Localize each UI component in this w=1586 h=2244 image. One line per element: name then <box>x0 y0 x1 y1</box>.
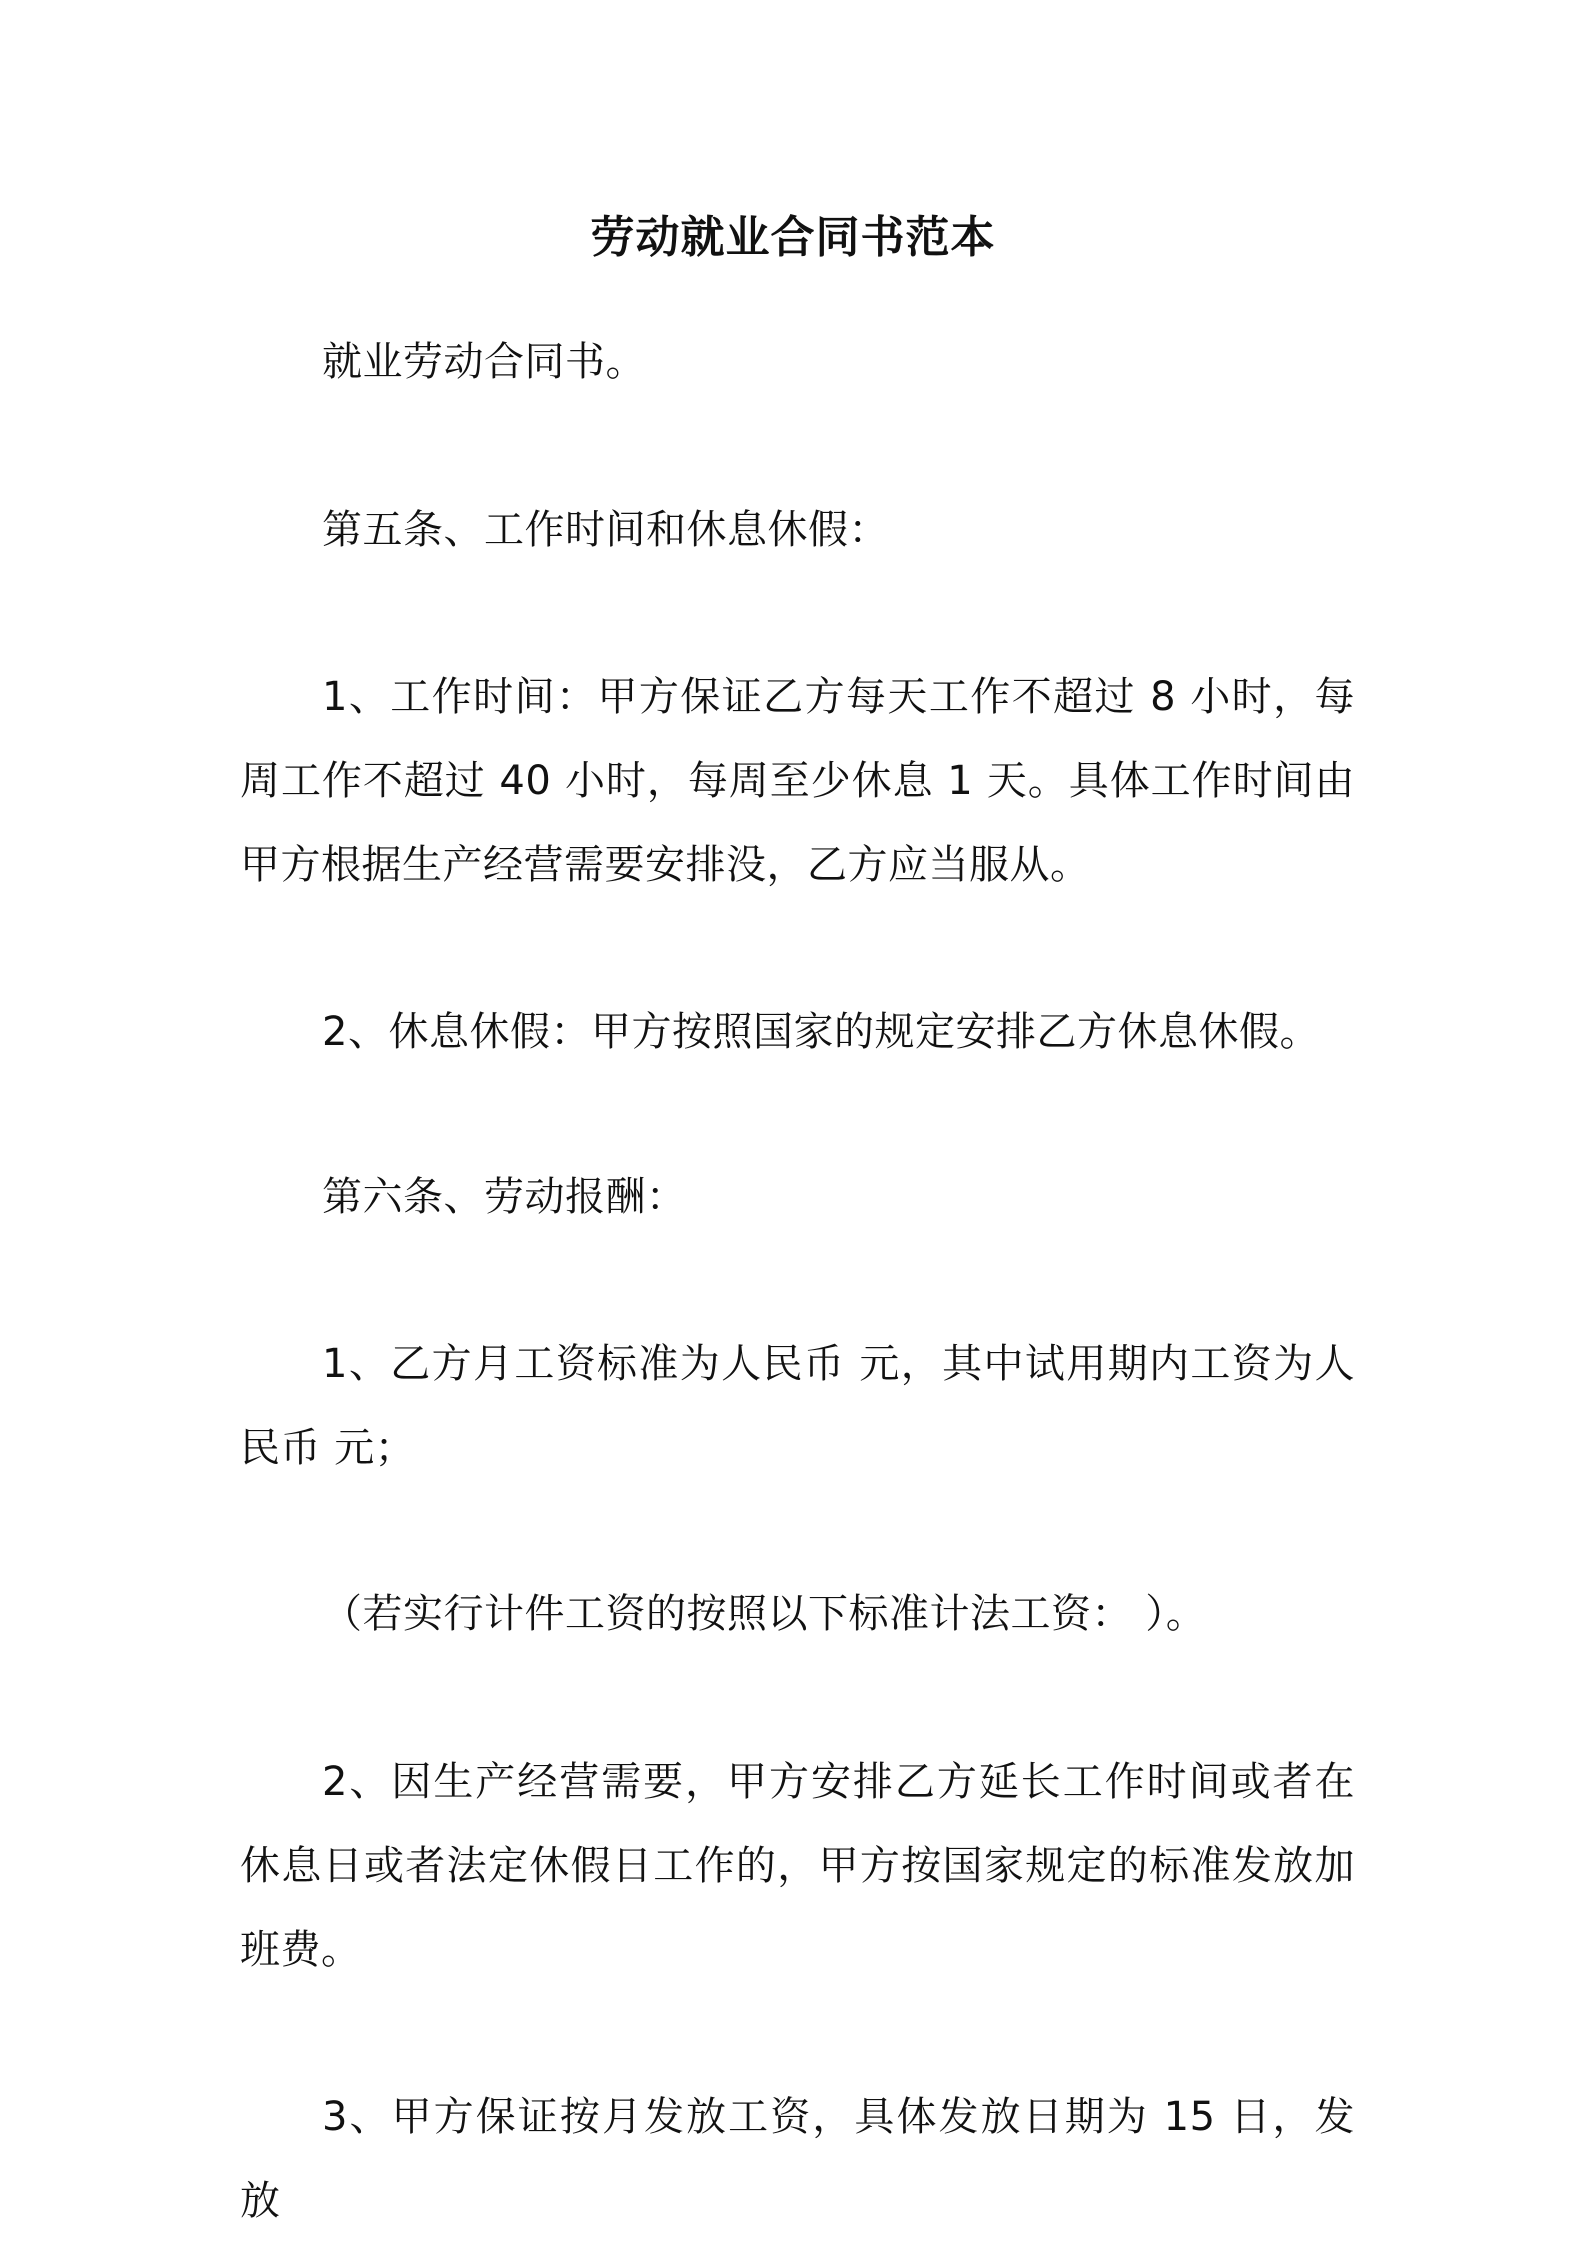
paragraph-monthly-salary: 1、乙方月工资标准为人民币 元，其中试用期内工资为人民币 元； <box>240 1341 1355 1471</box>
paragraph-overtime: 2、因生产经营需要，甲方安排乙方延长工作时间或者在休息日或者法定休假日工作的，甲方按国家规定的标准发放加班费。 <box>240 1759 1355 1973</box>
paragraph-intro: 就业劳动合同书。 <box>322 339 646 385</box>
paragraph-article-5-heading: 第五条、工作时间和休息休假： <box>322 507 889 553</box>
paragraph-rest-leave: 2、休息休假：甲方按照国家的规定安排乙方休息休假。 <box>322 1009 1320 1055</box>
paragraph-working-hours: 1、工作时间：甲方保证乙方每天工作不超过 8 小时，每周工作不超过 40 小时，每周至少休息 1 天。具体工作时间由甲方根据生产经营需要安排没，乙方应当服从。 <box>240 674 1355 888</box>
paragraph-payment-date: 3、甲方保证按月发放工资，具体发放日期为 15 日，发放 <box>240 2094 1355 2224</box>
paragraph-piece-rate: （若实行计件工资的按照以下标准计法工资： ）。 <box>322 1591 1207 1637</box>
paragraph-article-6-heading: 第六条、劳动报酬： <box>322 1174 687 1220</box>
document-title: 劳动就业合同书范本 <box>590 212 996 263</box>
